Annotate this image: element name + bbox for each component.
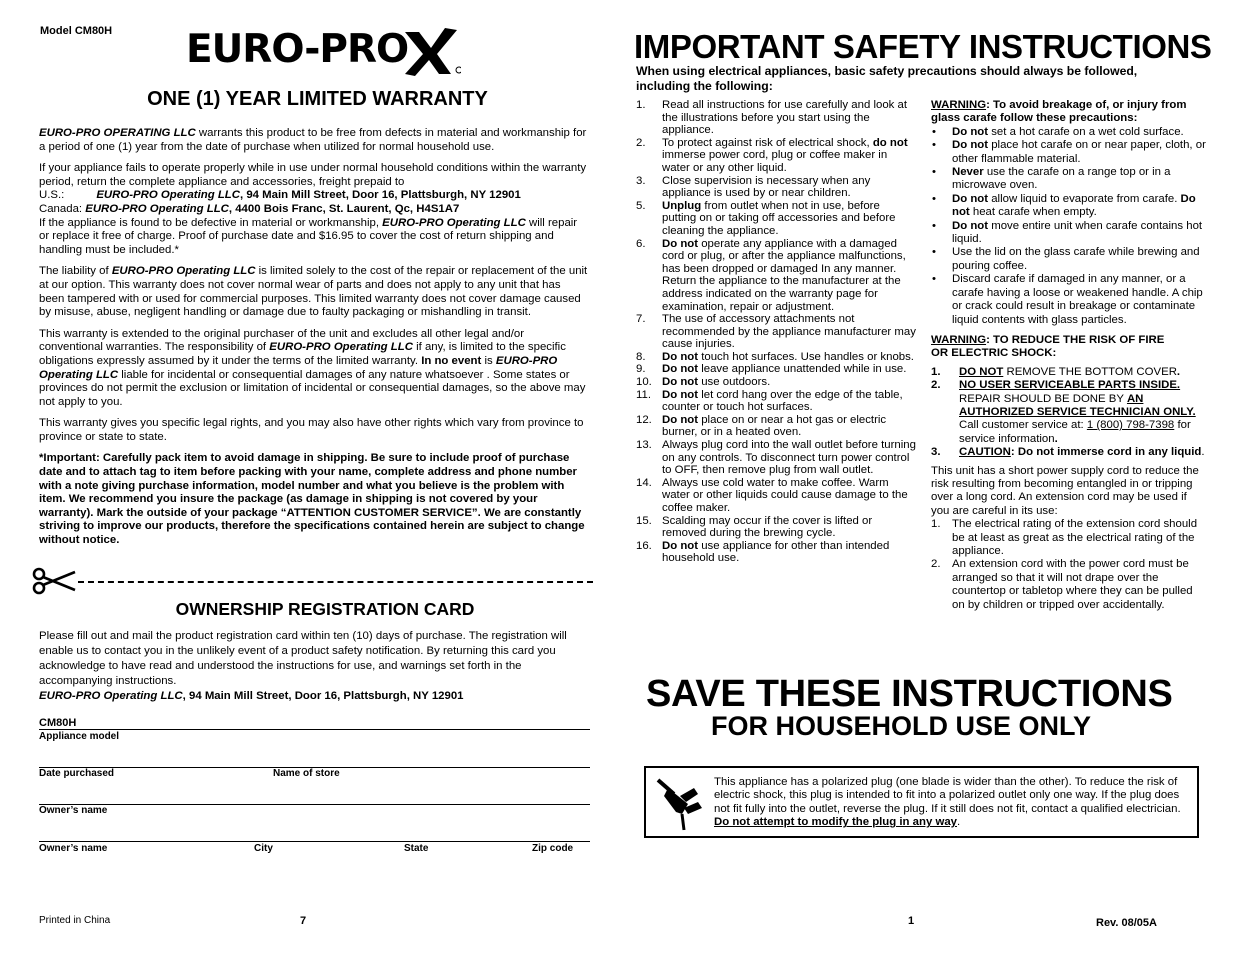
registration-title: OWNERSHIP REGISTRATION CARD <box>175 599 475 619</box>
owners-name-field[interactable] <box>39 804 590 805</box>
safety-item: 5. Unplug from outlet when not in use, before putting on or taking off accessories and before cleaning the appliance. <box>636 199 896 237</box>
euro-pro-logo <box>186 24 471 80</box>
appliance-model-field[interactable] <box>39 729 590 730</box>
safety-item: 12. Do not place on or near a hot gas or electric burner, or in a heated oven. <box>636 413 887 439</box>
polarized-plug-box <box>644 766 1199 838</box>
carafe-item: • Do not place hot carafe on or near paper, cloth, or other flammable material. <box>931 139 1207 166</box>
warranty-title: ONE (1) YEAR LIMITED WARRANTY <box>147 88 488 110</box>
carafe-item: • Do not set a hot carafe on a wet cold surface. <box>931 126 1207 139</box>
shock-list <box>931 366 1207 460</box>
safety-item: 15. Scalding may occur if the cover is lifted or removed during the brewing cycle. <box>636 514 873 540</box>
right-column <box>931 99 1207 612</box>
owners-address-field[interactable] <box>39 841 590 842</box>
logo-x-icon <box>401 24 461 80</box>
date-purchased-label: Date purchased <box>39 768 115 779</box>
warranty-para-2: If your appliance fails to operate properly while in use under normal household conditions within the warranty period, return the complete appliance and accessories, freight prepaid to U.S.: EURO-PRO Operating LLC, 94 Main Mill Street, Door 16, Plattsburgh, NY 12901 Canada: EURO-PRO Operating LLC, 4400 Bois Franc, St. Laurent, Qc, H4S1A7 If the appliance is found to be defective in material or workmanship, EURO-PRO Operating LLC will repair or replace it free of charge. Proof of purchase date and $16.95 to cover the cost of return shipping and handling must be included.* <box>39 162 587 256</box>
shock-warning: WARNING: TO REDUCE THE RISK OF FIRE OR ELECTRIC SHOCK: <box>931 333 1165 360</box>
safety-item: 2. To protect against risk of electrical shock, do not immerse power cord, plug or coffee maker in water or any other liquid. <box>636 136 908 174</box>
model-value: CM80H <box>39 717 77 729</box>
printed-in: Printed in China <box>39 915 111 926</box>
safety-item: 11. Do not let cord hang over the edge of the table, counter or touch hot surfaces. <box>636 388 903 414</box>
important-note: *Important: Carefully pack item to avoid damage in shipping. Be sure to include proof of purchase date and to attach tag to item before packing with your name, complete address and phone number with a note giving purchase information, model number and what you believe is the problem with item. We recommend you insure the package (as damage in shipping is not covered by your warranty). Mark the outside of your package “ATTENTION CUSTOMER SERVICE”. We are constantly striving to improve our products, therefore the specifications contained herein are subject to change without notice. <box>39 452 585 547</box>
warranty-body <box>39 127 589 548</box>
safety-title: IMPORTANT SAFETY INSTRUCTIONS <box>634 28 1212 65</box>
cord-text: This unit has a short power supply cord to reduce the risk resulting from becoming entangled in or tripping over a long cord. An extension cord may be used if you are careful in its use: <box>931 464 1199 517</box>
household-use: FOR HOUSEHOLD USE ONLY <box>711 711 1092 741</box>
carafe-list <box>931 126 1207 327</box>
cord-list <box>931 518 1207 612</box>
save-instructions: SAVE THESE INSTRUCTIONS <box>646 673 1173 715</box>
safety-item: 6. Do not operate any appliance with a damaged cord or plug, or after the appliance malfunctions, has been dropped or damaged In any manner. Return the appliance to the manufacturer at the address indicated on the warranty page for examination, repair or adjustment. <box>636 237 906 313</box>
scissors-icon <box>31 566 77 596</box>
model-number: Model CM80H <box>40 25 113 37</box>
warranty-para-1: EURO-PRO OPERATING LLC warrants this product to be free from defects in material and workmanship for a period of one (1) year from the date of purchase when utilized for normal household use. <box>39 127 587 153</box>
revision: Rev. 08/05A <box>1096 917 1157 929</box>
owners-name-label: Owner’s name <box>39 805 108 816</box>
shock-item: 1. DO NOT REMOVE THE BOTTOM COVER. <box>931 365 1181 378</box>
city-label: City <box>254 843 273 854</box>
cut-line <box>78 581 593 583</box>
safety-item: 3. Close supervision is necessary when any appliance is used by or near children. <box>636 174 871 200</box>
carafe-item: • Do not allow liquid to evaporate from carafe. Do not heat carafe when empty. <box>931 193 1207 220</box>
safety-list <box>636 99 916 565</box>
page-number-left: 7 <box>300 915 307 927</box>
cord-item: 1. The electrical rating of the extension cord should be at least as great as the electrical rating of the appliance. <box>931 518 1198 557</box>
safety-item: 14. Always use cold water to make coffee. Warm water or other liquids could cause damage to the coffee maker. <box>636 476 908 514</box>
shock-item: 3. CAUTION: Do not immerse cord in any liquid. <box>931 446 1205 459</box>
zip-label: Zip code <box>532 843 574 854</box>
owners-name-label-2: Owner’s name <box>39 843 108 854</box>
safety-item: 13. Always plug cord into the wall outlet before turning on any controls. To disconnect turn power control to OFF, then remove plug from wall outlet. <box>636 439 916 477</box>
carafe-item: • Never use the carafe on a range top or in a microwave oven. <box>931 166 1207 193</box>
warranty-para-5: This warranty gives you specific legal rights, and you may also have other rights which vary from province to province or state to state. <box>39 417 584 443</box>
registration-text: Please fill out and mail the product registration card within ten (10) days of purchase. The registration will enable us to contact you in the unlikely event of a product safety notification. By returning this card you acknowledge to have read and understood the instructions for use, and warnings set forth in the accompanying instructions. <box>39 630 567 687</box>
carafe-warning: WARNING: To avoid breakage of, or injury from glass carafe follow these precautions: <box>931 99 1187 125</box>
safety-item: 1. Read all instructions for use carefully and look at the illustrations before you start using the appliance. <box>636 99 908 137</box>
warranty-para-4: This warranty is extended to the original purchaser of the unit and excludes all other legal and/or conventional warranties. The responsibility of EURO-PRO Operating LLC if any, is limited to the specific obligations expressly assumed by it under the terms of the limited warranty. In no event is EURO-PRO Operating LLC liable for incidental or consequential damages of any nature whatsoever . Some states or provinces do not permit the exclusion or limitation of incidental or consequential damages, so the above may not apply to you. <box>39 327 586 408</box>
name-of-store-label: Name of store <box>273 768 340 779</box>
safety-item: 9. Do not leave appliance unattended while in use. <box>636 363 907 376</box>
state-label: State <box>404 843 429 854</box>
registration-address: EURO-PRO Operating LLC, 94 Main Mill Street, Door 16, Plattsburgh, NY 12901 <box>39 690 464 702</box>
safety-item: 10. Do not use outdoors. <box>636 376 771 389</box>
carafe-item: • Use the lid on the glass carafe while brewing and pouring coffee. <box>931 246 1207 273</box>
shock-item: 2. NO USER SERVICEABLE PARTS INSIDE. REPAIR SHOULD BE DONE BY AN AUTHORIZED SERVICE TECHNICIAN ONLY. Call customer service at: 1 (800) 798-7398 for service information. <box>931 379 1196 445</box>
safety-item: 7. The use of accessory attachments not recommended by the appliance manufacturer may cause injuries. <box>636 313 916 351</box>
page-number-right: 1 <box>908 915 915 927</box>
safety-item: 16. Do not use appliance for other than intended household use. <box>636 539 890 565</box>
logo-text: EURO-PRO <box>186 27 409 72</box>
registration-body <box>39 629 584 704</box>
warranty-para-3: The liability of EURO-PRO Operating LLC is limited solely to the cost of the repair or replacement of the unit at our option. This warranty does not cover normal wear of parts and does not apply to any unit that has been tampered with or used for commercial purposes. This limited warranty does not cover damage caused by misuse, abuse, negligent handling or damage due to faulty packaging or mishandling in transit. <box>39 265 588 319</box>
safety-subtitle: When using electrical appliances, basic safety precautions should always be followed, including the following: <box>636 64 1138 93</box>
plug-text: This appliance has a polarized plug (one blade is wider than the other). To reduce the risk of electric shock, this plug is intended to fit into a polarized outlet only one way. If the plug does not fit fully into the outlet, reverse the plug. If it still does not fit, contact a qualified electrician. Do not attempt to modify the plug in any way. <box>714 776 1181 829</box>
appliance-model-label: Appliance model <box>39 731 120 742</box>
cord-item: 2. An extension cord with the power cord must be arranged so that it will not drape over the countertop or tabletop where they can be pulled on by children or tripped over accidentally. <box>931 558 1193 611</box>
safety-item: 8. Do not touch hot surfaces. Use handles or knobs. <box>636 350 914 363</box>
plug-icon <box>654 774 708 834</box>
carafe-item: • Do not move entire unit when carafe contains hot liquid. <box>931 220 1207 247</box>
carafe-item: • Discard carafe if damaged in any manner, or a carafe having a loose or weakened handle. A chip or crack could result in breakage or contaminate liquid contents with glass particles. <box>931 273 1207 327</box>
